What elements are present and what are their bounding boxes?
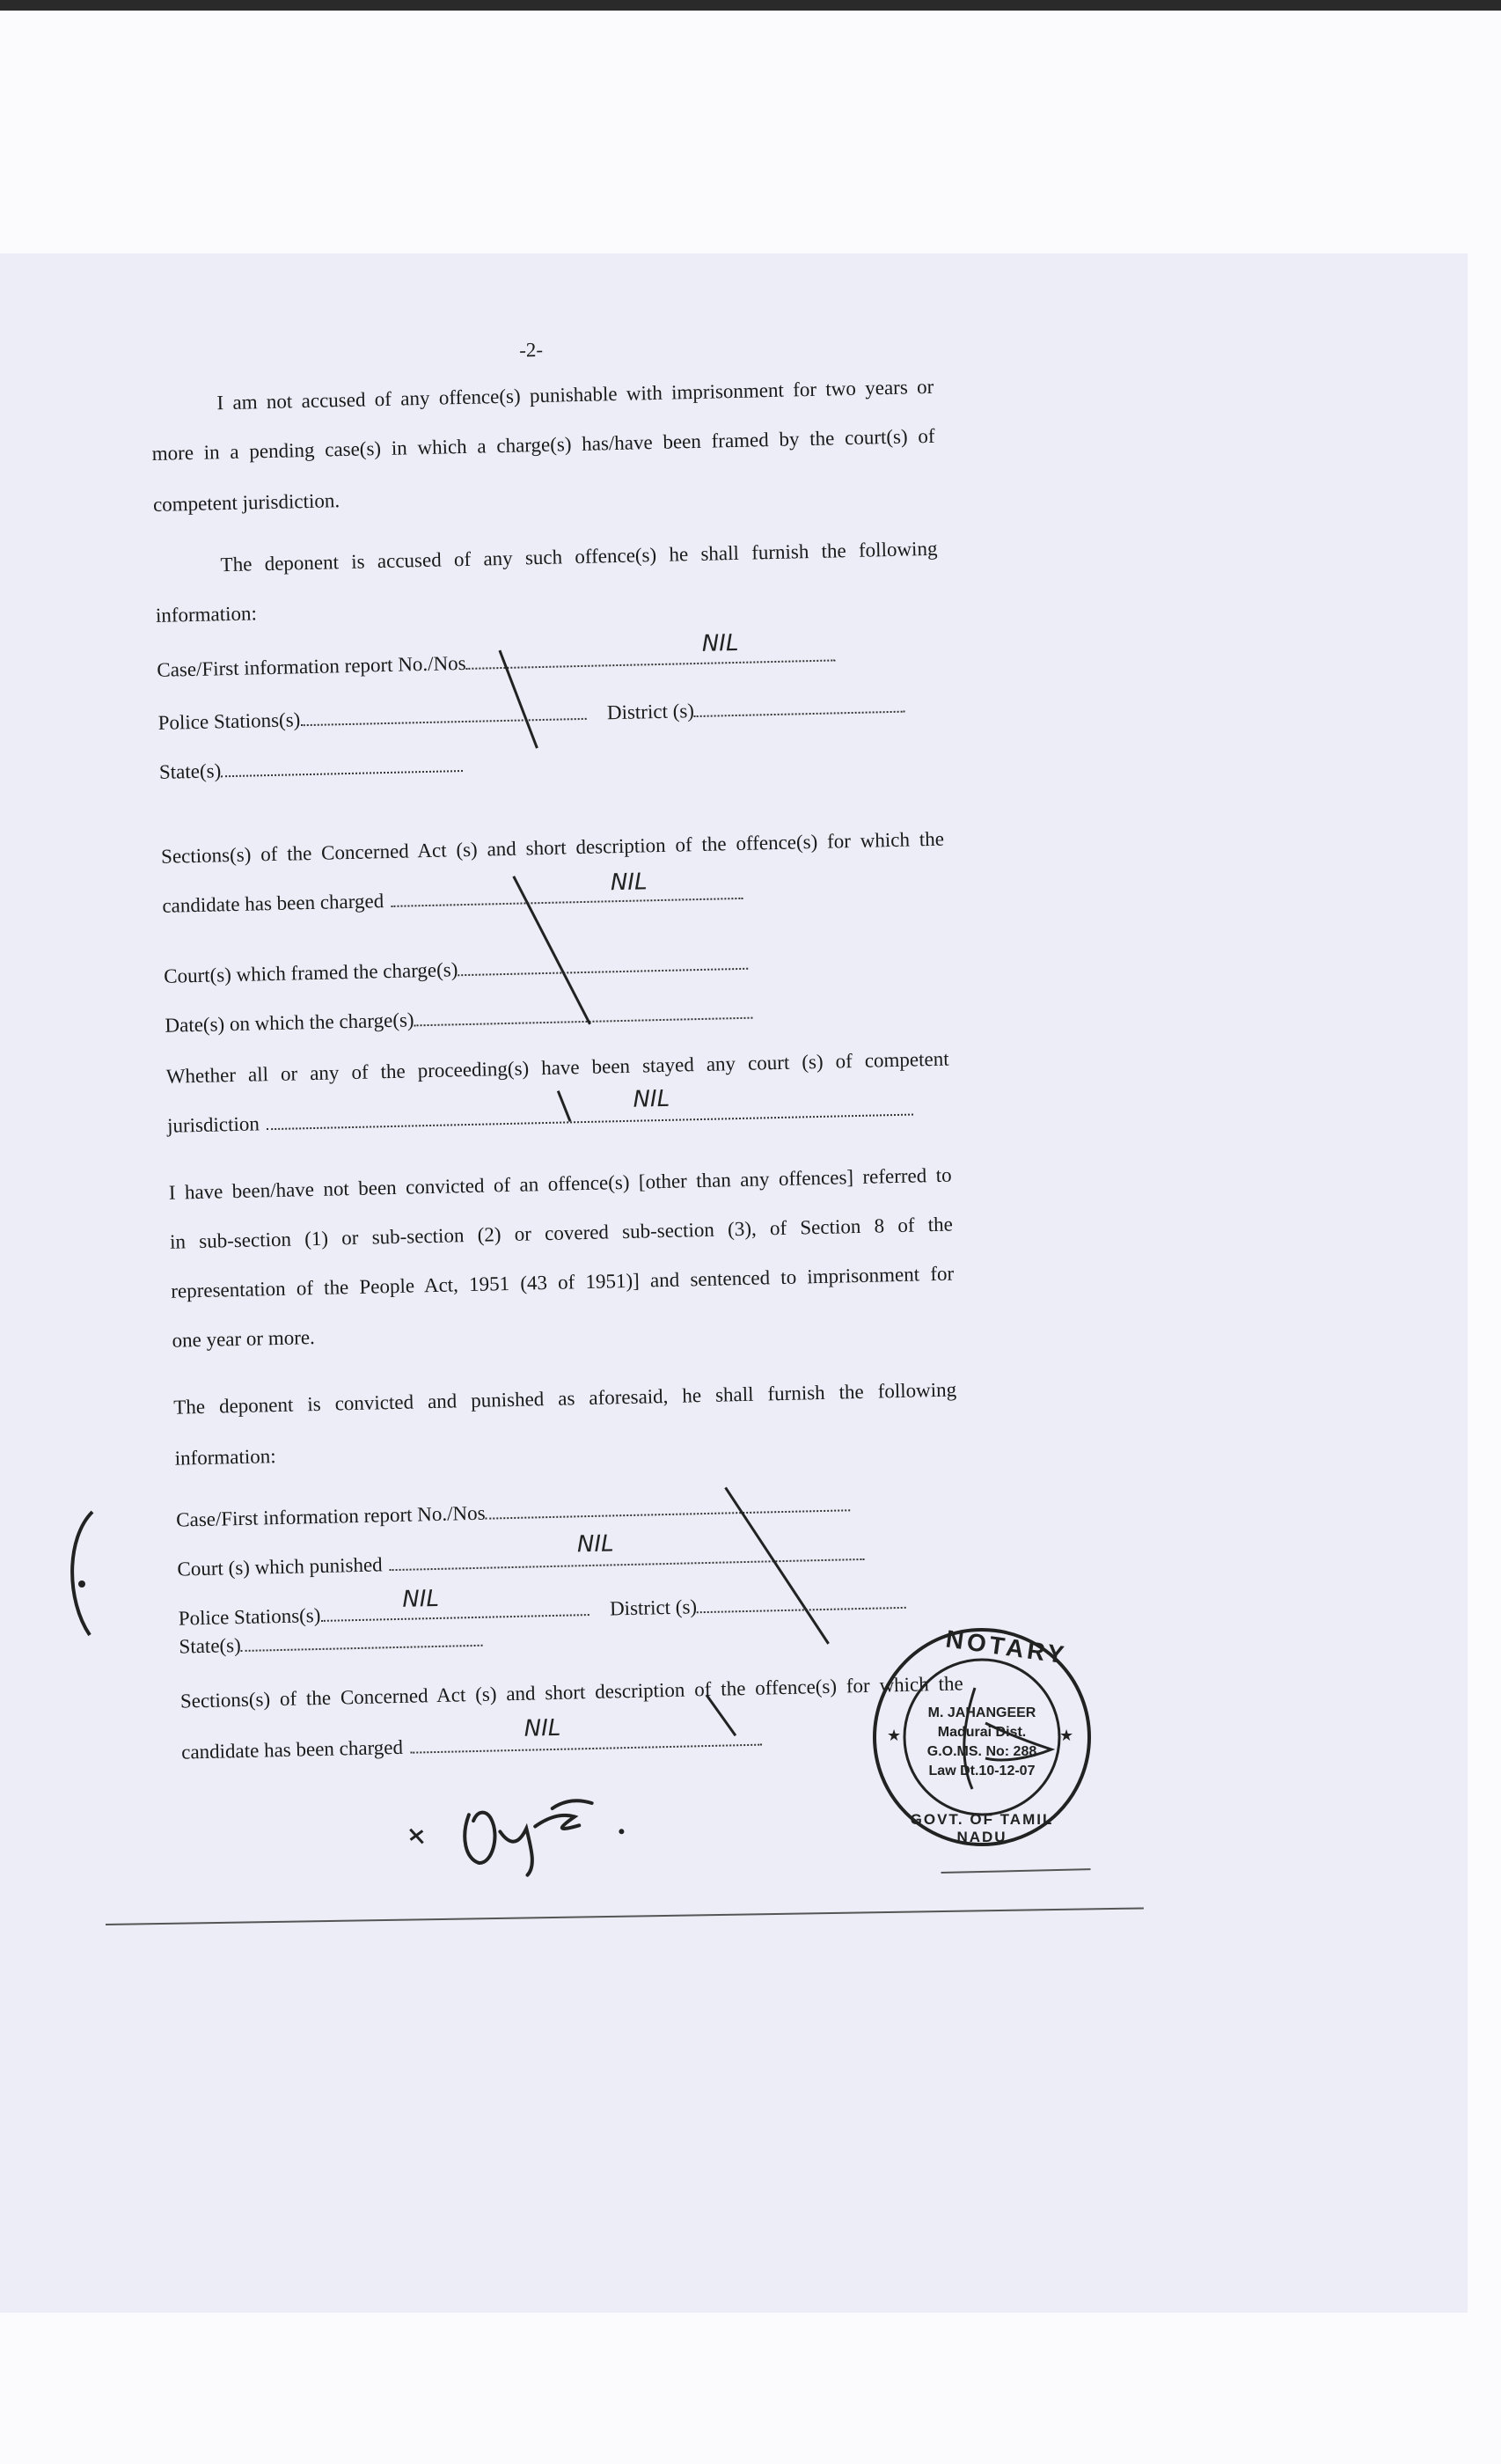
form2-court-label: Court (s) which punished [177,1553,383,1580]
form1-stayed-value: NIL [633,1085,670,1113]
form2-police-label: Police Stations(s) [178,1603,321,1630]
strike-mark-2 [509,869,654,1048]
para4-line1: The deponent is convicted and punished as aforesaid, he shall furnish the following [173,1378,957,1419]
form2-district-label: District (s) [609,1595,698,1620]
svg-text:★: ★ [1059,1727,1074,1745]
para3-line4: one year or more. [172,1326,316,1352]
form1-case-label: Case/First information report No./Nos [157,651,466,681]
form2-state-label: State(s) [179,1634,242,1658]
para2-line2: information: [155,602,258,627]
para1-line2: more in a pending case(s) in which a charge(s) has/have been framed by the court(s) of [151,424,935,465]
stamp-district: Madurai Dist. [937,1725,1027,1740]
stamp-order: G.O.MS. No: 288 [926,1744,1037,1759]
para4-line2: information: [174,1445,276,1470]
form1-date-label: Date(s) on which the charge(s) [165,1008,414,1037]
stamp-bottom-text: GOVT. OF TAMIL NADU [910,1811,1054,1845]
para3-line2: in sub-section (1) or sub-section (2) or covered sub-section (3), of Section 8 of the [169,1213,954,1253]
form2-sections-line2: candidate has been charged [180,1735,404,1764]
strike-mark-5 [699,1690,753,1743]
form1-state-label: State(s) [158,759,222,783]
form2-sections-line1: Sections(s) of the Concerned Act (s) and short description of the offence(s) for which the [179,1672,963,1712]
stamp-name: M. JAHANGEER [927,1705,1036,1720]
strike-mark-4 [721,1480,848,1659]
para1-line3: competent jurisdiction. [152,489,340,516]
para1-line1: I am not accused of any offence(s) punishable with imprisonment for two years or [216,375,934,414]
strike-mark-3 [553,1086,589,1131]
form1-case-value: NIL [701,629,739,657]
notary-seal [871,1626,1093,1848]
scan-top-edge [0,0,1501,11]
strike-mark-1 [495,641,604,766]
form2-police-value: NIL [402,1585,440,1613]
para3-line3: representation of the People Act, 1951 (43 of 1951)] and sentenced to imprisonment for [171,1262,955,1302]
para3-line1: I have been/have not been convicted of an offence(s) [other than any offences] referred to [168,1163,952,1204]
para2-line1: The deponent is accused of any such offence(s) he shall furnish the following [220,537,938,576]
svg-text:★: ★ [887,1727,902,1745]
form1-stayed-line1: Whether all or any of the proceeding(s) have been stayed any court (s) of competent [165,1047,949,1088]
signature-icon [402,1779,668,1882]
form1-police-label: Police Stations(s) [157,708,301,734]
form1-sections-line1: Sections(s) of the Concerned Act (s) and short description of the offence(s) for which the [160,827,945,868]
form1-stayed-line2: jurisdiction [166,1112,260,1137]
stamp-law: Law Dt.10-12-07 [928,1764,1036,1778]
stamp-top-text: NOTARY [944,1624,1070,1669]
form1-sections-line2: candidate has been charged [162,890,384,917]
page-number: -2- [518,338,544,362]
form1-court-label: Court(s) which framed the charge(s) [163,958,458,987]
form2-case-label: Case/First information report No./Nos [175,1501,486,1531]
form1-sections-value: NIL [610,869,648,897]
left-margin-mark [53,1503,194,1644]
form1-district-label: District (s) [606,700,695,724]
form2-sections-value: NIL [524,1714,561,1742]
form2-court-value: NIL [576,1530,614,1558]
